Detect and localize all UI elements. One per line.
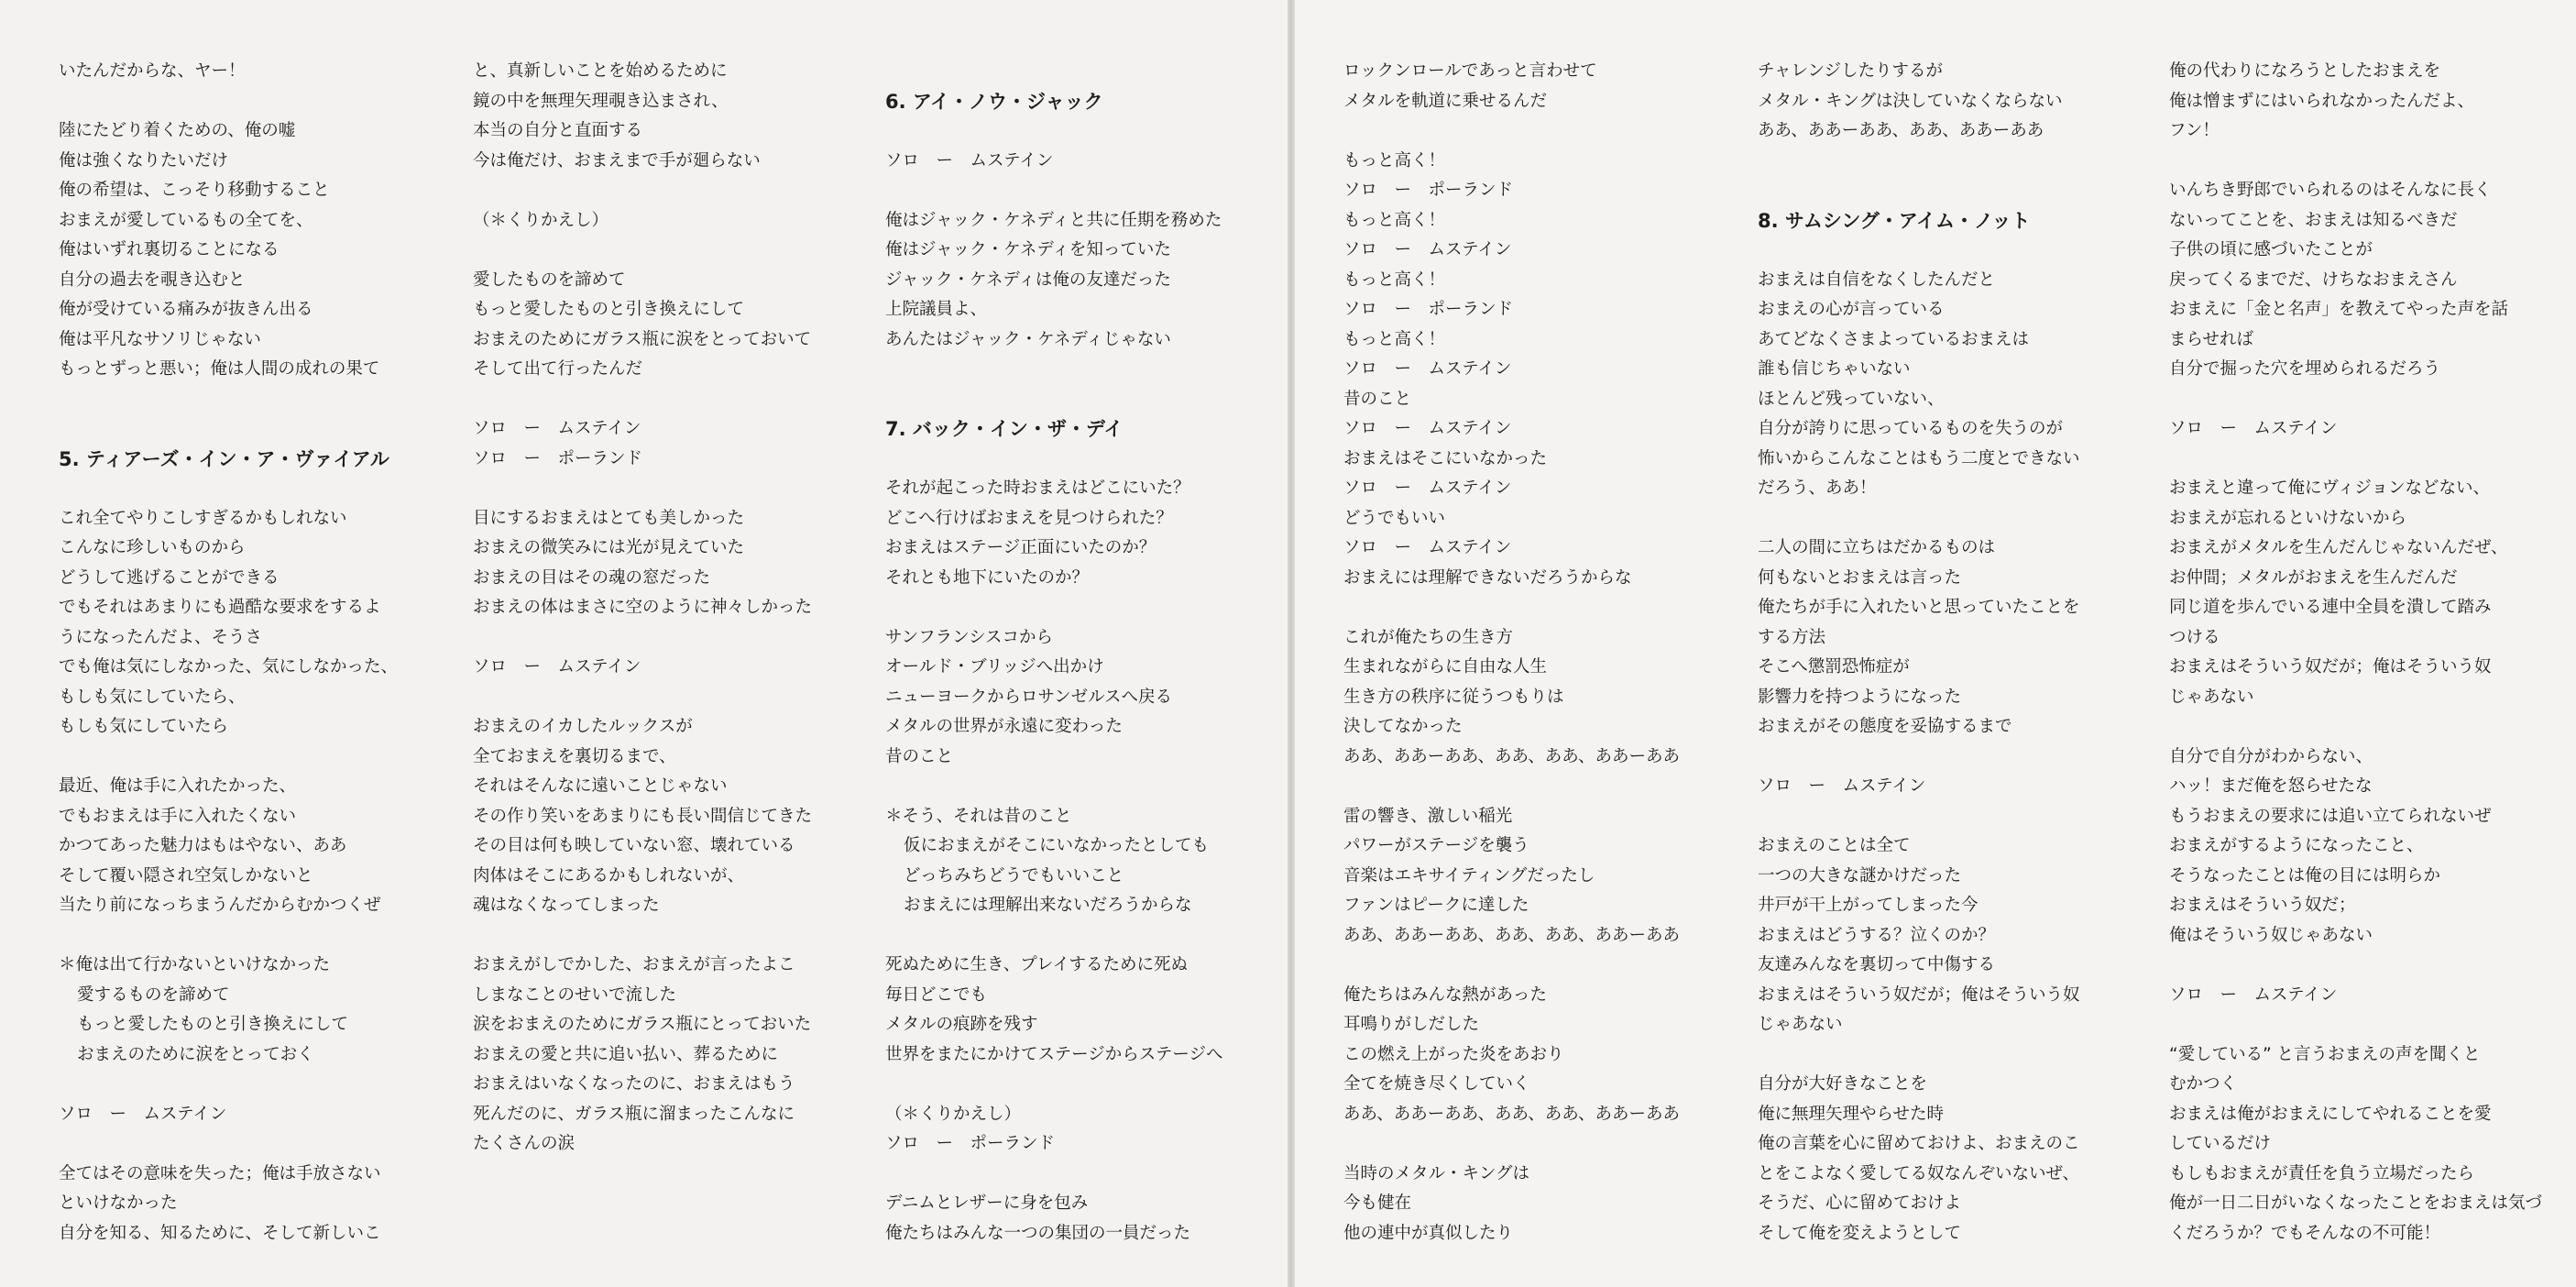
blank-line: [885, 921, 1223, 952]
lyric-line: ソロ ー ムステイン: [1343, 538, 1512, 557]
lyric-line: 雷の響き、激しい稲光: [1343, 806, 1513, 826]
lyric-line: 同じ道を歩んでいる連中全員を潰して踏み: [2169, 598, 2492, 617]
lyric-line: 音楽はエキサイティングだったし: [1343, 865, 1595, 886]
blank-line: [1343, 1129, 1680, 1160]
lyric-line: もしも気にしていたら: [59, 717, 229, 736]
lyric-line: （＊くりかえし）: [885, 1104, 1022, 1124]
lyric-line: メタルを軌道に乗せるんだ: [1343, 91, 1548, 111]
lyric-line: 俺たちが手に入れたいと思っていたことを: [1758, 598, 2080, 617]
lyrics-column: [1343, 57, 1680, 1248]
lyric-line: 愛したものを諦めて: [473, 270, 626, 290]
lyric-line: まらせれば: [2169, 329, 2253, 349]
lyric-line: そうなったことは俺の目には明らか: [2169, 865, 2441, 886]
lyric-line: 最近、俺は手に入れたかった、: [59, 776, 297, 796]
blank-line: [59, 414, 398, 445]
blank-line: [885, 772, 1223, 802]
lyric-line: メタルの世界が永遠に変わった: [885, 717, 1123, 736]
lyric-line: あてどなくさまよっているおまえは: [1758, 329, 2030, 349]
lyric-line: 自分で自分がわからない、: [2169, 746, 2373, 766]
lyric-line: その目は何も映していない窓、壊れている: [473, 836, 795, 855]
lyric-line: 俺たちはみんな熱があった: [1343, 984, 1547, 1005]
lyric-line: おまえがするようになったこと、: [2169, 836, 2424, 855]
lyric-line: おまえはそういう奴だが；俺はそういう奴: [2169, 657, 2492, 676]
lyric-line: おまえが愛しているもの全てを、: [59, 210, 313, 230]
lyric-line: 陸にたどり着くための、俺の嘘: [59, 121, 296, 140]
lyric-line: ソロ ー ムステイン: [1343, 419, 1512, 438]
lyric-line: もっとずっと悪い；俺は人間の成れの果て: [59, 359, 380, 379]
song-title: 7. バック・イン・ザ・デイ: [885, 418, 1124, 440]
lyric-line: （＊くりかえし）: [473, 210, 609, 230]
lyric-line: おまえに「金と名声」を教えてやった声を話: [2169, 300, 2509, 319]
lyric-line: 魂はなくなってしまった: [473, 896, 660, 915]
lyric-line: 俺はジャック・ケネディと共に任期を務めた: [885, 210, 1222, 230]
lyric-line: もっと高く！: [1343, 329, 1446, 349]
lyric-line: 全てを焼き尽くしていく: [1343, 1074, 1530, 1094]
lyric-line: 友達みんなを裏切って中傷する: [1758, 955, 1996, 974]
blank-line: [473, 683, 812, 713]
lyric-line: 鏡の中を無理矢理覗き込まされ、: [473, 91, 729, 111]
lyric-line: とをこよなく愛してる奴なんぞいないぜ、: [1758, 1163, 2079, 1183]
blank-line: [2169, 147, 2542, 177]
lyric-line: 生き方の秩序に従うつもりは: [1343, 687, 1564, 707]
lyric-line: 目にするおまえはとても美しかった: [473, 508, 745, 528]
lyric-line: といけなかった: [59, 1194, 178, 1213]
lyric-line: ああ、ああーああ、ああ、ああ、ああーああ: [1343, 1104, 1681, 1124]
lyric-line: しまなことのせいで流した: [473, 984, 677, 1005]
song-title: 6. アイ・ノウ・ジャック: [885, 90, 1103, 113]
lyric-line: 耳鳴りがしだした: [1343, 1015, 1480, 1034]
lyric-line: 俺は強くなりたいだけ: [59, 150, 229, 170]
lyric-line: たくさんの涙: [473, 1134, 575, 1153]
lyric-line: 俺はいずれ裏切ることになる: [59, 240, 280, 259]
lyric-line: 生まれながらに自由な人生: [1343, 657, 1548, 676]
blank-line: [885, 1070, 1223, 1100]
lyric-line: ソロ ー ムステイン: [2169, 419, 2338, 438]
lyric-line: ソロ ー ムステイン: [59, 1104, 227, 1124]
lyric-line: する方法: [1758, 627, 1826, 647]
lyric-line: おまえはいなくなったのに、おまえはもう: [473, 1074, 795, 1094]
lyric-line: 俺の代わりになろうとしたおまえを: [2169, 61, 2441, 81]
lyric-line: 怖いからこんなことはもう二度とできない: [1758, 448, 2080, 468]
lyric-line: ソロ ー ポーランド: [1343, 300, 1514, 319]
book-gutter: [1288, 0, 1295, 1287]
lyric-line: おまえのことは全て: [1758, 836, 1911, 855]
blank-line: [2169, 1010, 2542, 1040]
lyric-line: ロックンロールであっと言わせて: [1343, 61, 1597, 81]
blank-line: [1758, 176, 2080, 206]
lyric-line: かつてあった魅力はもはやない、ああ: [59, 836, 347, 855]
lyric-line: ほとんど残っていない、: [1758, 389, 1945, 409]
lyric-line: チャレンジしたりするが: [1758, 61, 1944, 81]
blank-line: [59, 474, 398, 504]
blank-line: [59, 742, 398, 773]
lyric-line: おまえはそういう奴だが；俺はそういう奴: [1758, 984, 2080, 1005]
lyric-line: もしもおまえが責任を負う立場だったら: [2169, 1163, 2475, 1183]
blank-line: [473, 474, 812, 504]
lyric-line: どこへ行けばおまえを見つけられた？: [885, 508, 1173, 528]
blank-line: [885, 445, 1223, 475]
lyric-line: でもおまえは手に入れたくない: [59, 806, 297, 826]
lyric-line: こんなに珍しいものから: [59, 538, 246, 557]
lyric-line: おまえは自信をなくしたんだと: [1758, 270, 1996, 290]
lyric-line: もっと愛したものと引き換えにして: [473, 300, 745, 319]
lyric-line: おまえは俺がおまえにしてやれることを愛: [2169, 1104, 2492, 1124]
lyric-line: 肉体はそこにあるかもしれないが、: [473, 865, 745, 886]
song-title: 8. サムシング・アイム・ノット: [1758, 209, 2031, 232]
lyric-line: その作り笑いをあまりにも長い間信じてきた: [473, 806, 813, 826]
lyric-line: ニューヨークからロサンゼルスへ戻る: [885, 687, 1173, 707]
blank-line: [1758, 236, 2080, 266]
lyric-line: おまえには理解出来ないだろうからな: [904, 896, 1192, 915]
lyric-line: くだろうか？でもそんなの不可能！: [2169, 1223, 2441, 1243]
lyric-line: 俺はジャック・ケネディを知っていた: [885, 240, 1171, 259]
lyric-line: あんたはジャック・ケネディじゃない: [885, 329, 1171, 349]
lyric-line: ソロ ー ムステイン: [1343, 478, 1512, 498]
lyric-line: じゃあない: [2169, 687, 2254, 707]
lyric-line: ああ、ああーああ、ああ、ああ、ああーああ: [1343, 746, 1681, 766]
lyric-line: ソロ ー ムステイン: [473, 419, 641, 438]
lyric-line: これ全てやりこしすぎるかもしれない: [59, 508, 347, 528]
lyric-line: 俺が一日二日がいなくなったことをおまえは気づ: [2169, 1194, 2543, 1213]
lyric-line: だろう、ああ！: [1758, 478, 1877, 498]
blank-line: [885, 116, 1223, 147]
lyric-line: おまえには理解できないだろうからな: [1343, 567, 1632, 588]
lyric-line: ソロ ー ポーランド: [473, 448, 643, 468]
lyric-line: 自分が誇りに思っているものを失うのが: [1758, 419, 2064, 438]
lyric-line: おまえの体はまさに空のように神々しかった: [473, 598, 813, 617]
lyric-line: ソロ ー ムステイン: [1343, 240, 1512, 259]
blank-line: [885, 593, 1223, 623]
lyric-line: 上院議員よ、: [885, 300, 988, 319]
lyric-line: 死ぬために生き、プレイするために死ぬ: [885, 955, 1189, 974]
lyric-line: 戻ってくるまでだ、けちなおまえさん: [2169, 270, 2458, 290]
lyric-line: 誰も信じちゃいない: [1758, 359, 1911, 379]
blank-line: [59, 385, 398, 415]
lyric-line: それとも地下にいたのか？: [885, 567, 1090, 588]
lyric-line: 俺が受けている痛みが抜きん出る: [59, 300, 313, 319]
blank-line: [473, 236, 812, 266]
lyric-line: 一つの大きな謎かけだった: [1758, 865, 1962, 886]
lyrics-column: [59, 57, 398, 1248]
blank-line: [885, 355, 1223, 385]
blank-line: [59, 1070, 398, 1100]
lyric-line: おまえはどうする？泣くのか？: [1758, 925, 1996, 945]
lyric-line: ソロ ー ムステイン: [885, 150, 1054, 170]
lyric-line: 二人の間に立ちはだかるものは: [1758, 538, 1996, 557]
lyric-line: ＊俺は出て行かないといけなかった: [59, 955, 331, 974]
lyric-line: 自分の過去を覗き込むと: [59, 270, 246, 290]
blank-line: [885, 176, 1223, 206]
lyric-line: “愛している” と言うおまえの声を聞くと: [2169, 1044, 2481, 1064]
lyric-line: 俺は平凡なサソリじゃない: [59, 329, 261, 349]
lyric-line: メタル・キングは決していなくならない: [1758, 91, 2063, 111]
lyric-line: 当たり前になっちまうんだからむかつくぜ: [59, 896, 381, 915]
blank-line: [1343, 951, 1680, 981]
lyric-line: 愛するものを諦めて: [77, 984, 230, 1005]
lyric-line: そして覆い隠され空気しかないと: [59, 865, 313, 886]
lyric-line: サンフランシスコから: [885, 627, 1054, 647]
lyric-line: ないってことを、おまえは知るべきだ: [2169, 210, 2458, 230]
blank-line: [1343, 116, 1680, 147]
blank-line: [2169, 951, 2542, 981]
lyric-line: おまえと違って俺にヴィジョンなどない、: [2169, 478, 2491, 498]
lyric-line: おまえがメタルを生んだんじゃないんだぜ、: [2169, 538, 2508, 557]
blank-line: [2169, 385, 2542, 415]
lyric-line: いんちき野郎でいられるのはそんなに長く: [2169, 181, 2492, 200]
blank-line: [885, 57, 1223, 87]
lyric-line: と、真新しいことを始めるために: [473, 61, 728, 81]
lyric-line: 自分が大好きなことを: [1758, 1074, 1928, 1094]
lyric-line: 影響力を持つようになった: [1758, 687, 1962, 707]
lyric-line: 自分で掘った穴を埋められるだろう: [2169, 359, 2441, 379]
blank-line: [59, 1129, 398, 1160]
lyric-line: 当時のメタル・キングは: [1343, 1163, 1529, 1183]
lyric-line: ＊そう、それは昔のこと: [885, 806, 1072, 826]
lyric-line: 全てはその意味を失った；俺は手放さない: [59, 1163, 381, 1183]
lyric-line: じゃあない: [1758, 1015, 1843, 1034]
lyric-line: おまえのためにガラス瓶に涙をとっておいて: [473, 329, 812, 349]
blank-line: [1758, 1040, 2080, 1071]
lyric-line: お仲間；メタルがおまえを生んだんだ: [2169, 567, 2458, 588]
lyric-line: でも俺は気にしなかった、気にしなかった、: [59, 657, 399, 676]
blank-line: [885, 1160, 1223, 1190]
blank-line: [1758, 802, 2080, 832]
lyric-line: どっちみちどうでもいいこと: [904, 865, 1124, 886]
lyric-line: そして出て行ったんだ: [473, 359, 643, 379]
lyric-line: ソロ ー ムステイン: [473, 657, 641, 676]
blank-line: [2169, 445, 2542, 475]
lyric-line: おまえはステージ正面にいたのか？: [885, 538, 1156, 557]
lyric-line: 俺はそういう奴じゃあない: [2169, 925, 2373, 945]
lyric-line: 昔のこと: [885, 746, 954, 766]
lyric-line: おまえが忘れるといけないから: [2169, 508, 2407, 528]
lyric-line: どうして逃げることができる: [59, 567, 280, 588]
lyric-line: オールド・ブリッジへ出かけ: [885, 657, 1104, 676]
lyric-line: 俺に無理矢理やらせた時: [1758, 1104, 1944, 1124]
blank-line: [473, 623, 812, 654]
lyric-line: 俺は憎まずにはいられなかったんだよ、: [2169, 91, 2475, 111]
lyrics-column: [2169, 57, 2542, 1248]
lyric-line: うになったんだよ、そうさ: [59, 627, 263, 647]
lyric-line: ファンはピークに達した: [1343, 896, 1529, 915]
blank-line: [1343, 593, 1680, 623]
lyrics-column: [473, 57, 812, 1160]
lyric-line: 自分を知る、知るために、そして新しいこ: [59, 1223, 381, 1243]
lyric-line: おまえがその態度を妥協するまで: [1758, 717, 2012, 736]
blank-line: [885, 385, 1223, 415]
blank-line: [1758, 147, 2080, 177]
lyric-line: おまえの目はその魂の窓だった: [473, 567, 711, 588]
lyric-line: 世界をまたにかけてステージからステージへ: [885, 1044, 1223, 1064]
lyric-line: おまえの愛と共に追い払い、葬るために: [473, 1044, 779, 1064]
lyric-line: ソロ ー ポーランド: [885, 1134, 1056, 1153]
blank-line: [1343, 772, 1680, 802]
lyric-line: 子供の頃に感づいたことが: [2169, 240, 2373, 259]
blank-line: [59, 921, 398, 952]
lyric-line: 死んだのに、ガラス瓶に溜まったこんなに: [473, 1104, 795, 1124]
blank-line: [473, 385, 812, 415]
lyric-line: ソロ ー ムステイン: [2169, 984, 2338, 1005]
lyric-line: 俺たちはみんな一つの集団の一員だった: [885, 1223, 1191, 1243]
right-page: [1295, 0, 2576, 1287]
lyric-line: おまえの心が言っている: [1758, 300, 1945, 319]
lyric-line: でもそれはあまりにも過酷な要求をするよ: [59, 598, 381, 617]
lyric-line: 昔のこと: [1343, 389, 1412, 409]
lyric-line: パワーがステージを襲う: [1343, 836, 1529, 855]
lyric-line: 今は俺だけ、おまえまで手が廻らない: [473, 150, 761, 170]
lyric-line: ソロ ー ムステイン: [1343, 359, 1512, 379]
lyric-line: むかつく: [2169, 1074, 2238, 1094]
lyric-line: これが俺たちの生き方: [1343, 627, 1514, 647]
lyric-line: 今も健在: [1343, 1194, 1412, 1213]
lyric-line: メタルの痕跡を残す: [885, 1015, 1038, 1034]
blank-line: [473, 921, 812, 952]
blank-line: [1758, 742, 2080, 773]
lyric-line: デニムとレザーに身を包み: [885, 1194, 1089, 1213]
lyric-line: つける: [2169, 627, 2220, 647]
lyric-line: 井戸が干上がってしまった今: [1758, 896, 1979, 915]
lyric-line: いたんだからな、ヤー！: [59, 61, 246, 81]
lyric-line: おまえがしでかした、おまえが言ったよこ: [473, 955, 795, 974]
lyric-line: 他の連中が真似したり: [1343, 1223, 1514, 1243]
lyric-line: ジャック・ケネディは俺の友達だった: [885, 270, 1171, 290]
blank-line: [1758, 504, 2080, 534]
lyric-line: もっと愛したものと引き換えにして: [77, 1015, 349, 1034]
lyric-line: ソロ ー ポーランド: [1343, 181, 1514, 200]
lyrics-column: [1758, 57, 2080, 1248]
lyric-line: おまえの微笑みには光が見えていた: [473, 538, 745, 557]
lyric-line: ソロ ー ムステイン: [1758, 776, 1926, 796]
lyric-line: 何もないとおまえは言った: [1758, 567, 1962, 588]
lyric-line: 涙をおまえのためにガラス瓶にとっておいた: [473, 1015, 812, 1034]
blank-line: [2169, 712, 2542, 742]
lyric-line: この燃え上がった炎をあおり: [1343, 1044, 1564, 1064]
lyric-line: そこへ懲罰恐怖症が: [1758, 657, 1910, 676]
lyrics-column: [885, 57, 1223, 1248]
lyric-line: どうでもいい: [1343, 508, 1446, 528]
lyric-line: 俺の希望は、こっそり移動すること: [59, 181, 330, 200]
lyric-line: もっと高く！: [1343, 210, 1446, 230]
lyric-line: もっと高く！: [1343, 150, 1446, 170]
lyric-line: しているだけ: [2169, 1134, 2272, 1153]
lyric-line: おまえはそこにいなかった: [1343, 448, 1548, 468]
lyric-line: 仮におまえがそこにいなかったとしても: [904, 836, 1210, 855]
lyric-line: そして俺を変えようとして: [1758, 1223, 1962, 1243]
lyric-line: もうおまえの要求には追い立てられないぜ: [2169, 806, 2492, 826]
lyric-line: そうだ、心に留めておけよ: [1758, 1194, 1962, 1213]
lyric-line: フン！: [2169, 121, 2220, 140]
lyric-line: 全ておまえを裏切るまで、: [473, 746, 676, 766]
lyric-line: 決してなかった: [1343, 717, 1463, 736]
blank-line: [59, 87, 398, 117]
lyric-line: 毎日どこでも: [885, 984, 988, 1005]
lyric-line: それはそんなに遠いことじゃない: [473, 776, 728, 796]
lyric-line: ああ、ああーああ、ああ、ああーああ: [1758, 121, 2044, 140]
lyric-line: ハッ！まだ俺を怒らせたな: [2169, 776, 2373, 796]
lyric-line: おまえのために涙をとっておく: [77, 1044, 314, 1064]
blank-line: [473, 176, 812, 206]
lyric-line: おまえのイカしたルックスが: [473, 717, 693, 736]
lyric-line: もしも気にしていたら、: [59, 687, 246, 707]
song-title: 5. ティアーズ・イン・ア・ヴァイアル: [59, 447, 389, 470]
lyric-line: 俺の言葉を心に留めておけよ、おまえのこ: [1758, 1134, 2080, 1153]
lyric-line: 本当の自分と直面する: [473, 121, 643, 140]
lyric-line: ああ、ああーああ、ああ、ああ、ああーああ: [1343, 925, 1681, 945]
lyric-line: それが起こった時おまえはどこにいた？: [885, 478, 1190, 498]
lyric-line: おまえはそういう奴だ；: [2169, 896, 2356, 915]
lyric-line: もっと高く！: [1343, 270, 1446, 290]
